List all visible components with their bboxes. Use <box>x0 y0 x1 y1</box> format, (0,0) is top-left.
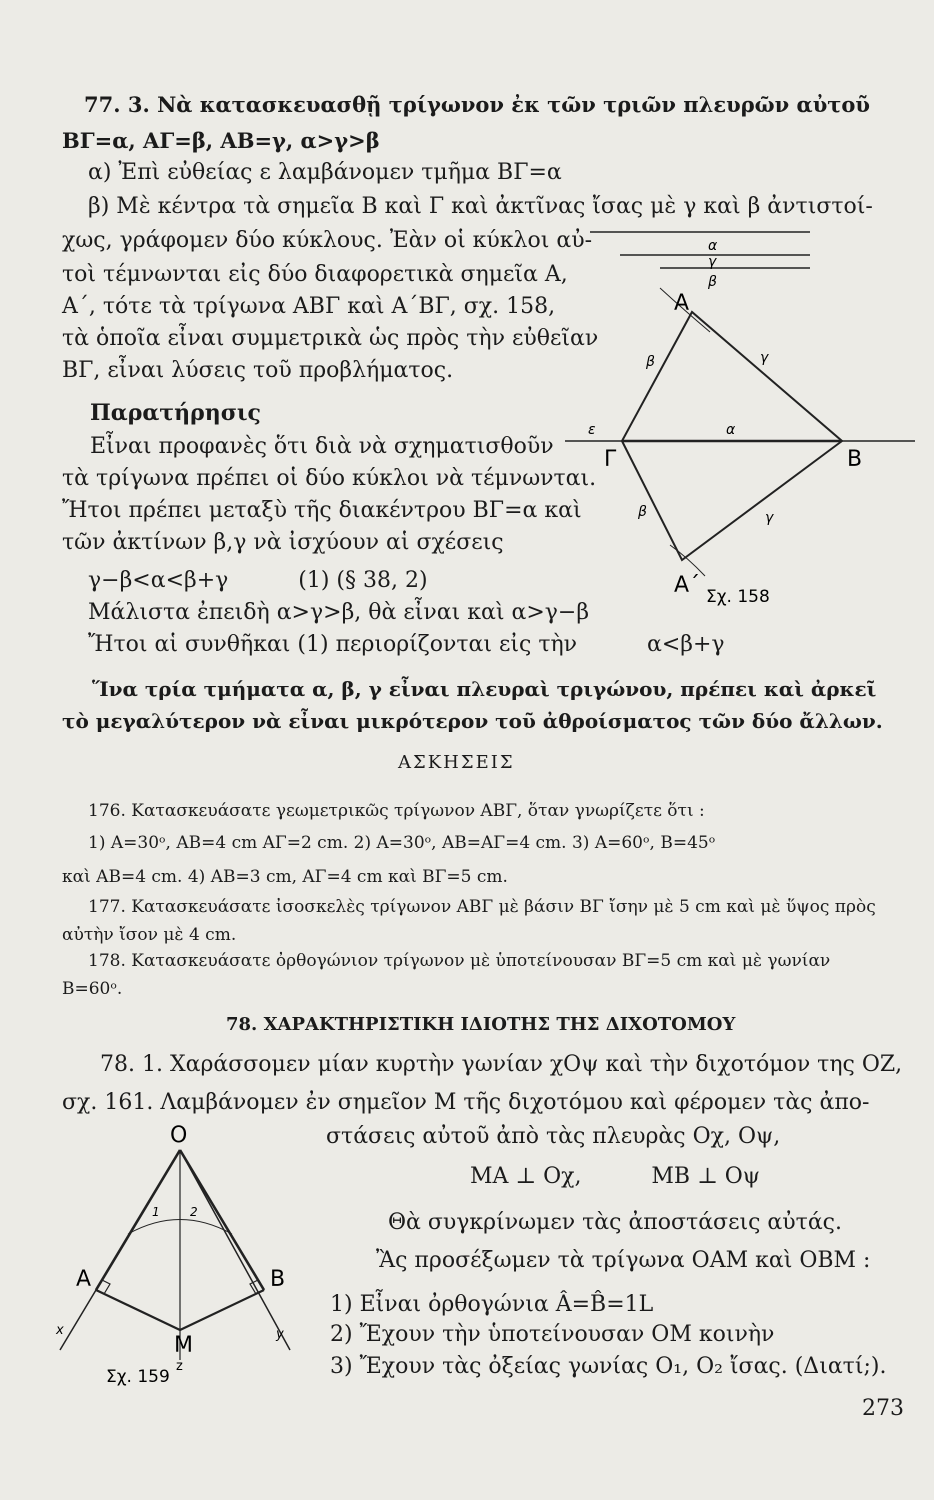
text-line: χως, γράφομεν δύο κύκλους. Ἐὰν οἱ κύκλοι αὐ- <box>62 228 593 253</box>
exercise-line: 178. Κατασκευάσατε ὀρθογώνιον τρίγωνον μὲ ὑποτείνουσαν ΒΓ=5 cm καὶ μὲ γωνίαν <box>88 951 831 971</box>
label-beta: β <box>638 504 647 520</box>
point-A: Α <box>674 291 690 316</box>
exercise-line: Β=60ᵒ. <box>62 979 123 999</box>
label-z: z <box>176 1359 183 1374</box>
exercise-line: 177. Κατασκευάσατε ἰσοσκελὲς τρίγωνον ΑΒΓ μὲ βάσιν ΒΓ ἴσην μὲ 5 cm καὶ μὲ ὕψος πρὸς <box>88 897 876 917</box>
page-number: 273 <box>862 1396 904 1421</box>
label-a-top: α <box>708 238 718 254</box>
remark-line: Ἤτοι αἱ συνθῆκαι (1) περιορίζονται εἰς τὴν α<β+γ <box>88 632 725 657</box>
arc <box>670 545 705 576</box>
label-alpha: α <box>726 422 736 438</box>
label-gamma: γ <box>760 350 769 366</box>
right-angle-mark <box>102 1280 110 1294</box>
label-eps: ε <box>588 422 596 438</box>
text-line: τὰ ὁποῖα εἶναι συμμετρικὰ ὡς πρὸς τὴν εὐθεῖαν <box>62 326 599 351</box>
right-angle-mark <box>250 1280 258 1294</box>
label-beta: β <box>646 354 655 370</box>
remark-line: τῶν ἀκτίνων β,γ νὰ ἰσχύουν αἱ σχέσεις <box>62 530 504 555</box>
point-A: Α <box>76 1267 92 1292</box>
point-A-prime: Α΄ <box>674 573 701 598</box>
text-line: β) Μὲ κέντρα τὰ σημεῖα Β καὶ Γ καὶ ἀκτῖνας ἴσας μὲ γ καὶ β ἀντιστοί- <box>88 194 873 219</box>
text-line: τοὶ τέμνωνται εἰς δύο διαφορετικὰ σημεῖα Α, <box>62 262 568 287</box>
angle-1: 1 <box>152 1205 160 1219</box>
text-line: Θὰ συγκρίνωμεν τὰς ἀποστάσεις αὐτάς. <box>388 1210 842 1235</box>
fig-158-caption: Σχ. 158 <box>706 587 770 607</box>
label-b-top: β <box>708 274 717 290</box>
point-O: Ο <box>170 1123 188 1148</box>
exercise-line: 176. Κατασκευάσατε γεωμετρικῶς τρίγωνον ΑΒΓ, ὅταν γνωρίζετε ὅτι : <box>88 801 705 821</box>
figure-159 <box>40 1120 300 1400</box>
text-line: σχ. 161. Λαμβάνομεν ἐν σημεῖον Μ τῆς διχοτόμου καὶ φέρομεν τὰς ἀπο- <box>62 1090 870 1115</box>
remark-inequality: γ−β<α<β+γ (1) (§ 38, 2) <box>88 568 428 593</box>
conclusion-line: τὸ μεγαλύτερον νὰ εἶναι μικρότερον τοῦ ἀθροίσματος τῶν δύο ἄλλων. <box>62 709 883 733</box>
text-line: 78. 1. Χαράσσομεν μίαν κυρτὴν γωνίαν χΟψ καὶ τὴν διχοτόμον της ΟΖ, <box>100 1052 903 1077</box>
point-B: Β <box>270 1267 286 1292</box>
figure-158 <box>560 220 920 610</box>
angle-2: 2 <box>190 1205 198 1219</box>
fig-159-caption: Σχ. 159 <box>106 1367 170 1387</box>
conclusion-line: Ἵνα τρία τμήματα α, β, γ εἶναι πλευραὶ τριγώνου, πρέπει καὶ ἀρκεῖ <box>92 677 877 701</box>
proof-step: 2) Ἔχουν τὴν ὑποτείνουσαν ΟΜ κοινὴν <box>330 1322 775 1347</box>
text-line: Α΄, τότε τὰ τρίγωνα ΑΒΓ καὶ Α΄ΒΓ, σχ. 158, <box>62 294 556 319</box>
label-g-top: γ <box>708 254 717 270</box>
perpendiculars: ΜΑ ⊥ Οχ, ΜΒ ⊥ Οψ <box>470 1164 761 1189</box>
section-77-heading: 77. 3. Νὰ κατασκευασθῇ τρίγωνον ἐκ τῶν τριῶν πλευρῶν αὐτοῦ <box>84 92 870 117</box>
text-line: ΒΓ, εἶναι λύσεις τοῦ προβλήματος. <box>62 358 454 383</box>
remark-line: Ἤτοι πρέπει μεταξὺ τῆς διακέντρου ΒΓ=α καὶ <box>62 498 582 523</box>
proof-step: 3) Ἔχουν τὰς ὀξείας γωνίας Ο₁, Ο₂ ἴσας. (Διατί;). <box>330 1354 887 1379</box>
remark-title: Παρατήρησις <box>90 400 261 426</box>
exercise-line: αὐτὴν ἴσον μὲ 4 cm. <box>62 925 237 945</box>
exercises-title: ΑΣΚΗΣΕΙΣ <box>398 752 515 773</box>
section-78-title: 78. ΧΑΡΑΚΤΗΡΙΣΤΙΚΗ ΙΔΙΟΤΗΣ ΤΗΣ ΔΙΧΟΤΟΜΟΥ <box>226 1014 736 1035</box>
point-B: Β <box>847 447 863 472</box>
remark-line: Εἶναι προφανὲς ὅτι διὰ νὰ σχηματισθοῦν <box>90 434 554 459</box>
text-line: α) Ἐπὶ εὐθείας ε λαμβάνομεν τμῆμα ΒΓ=α <box>88 160 562 185</box>
section-77-heading-given: ΒΓ=α, ΑΓ=β, ΑΒ=γ, α>γ>β <box>62 128 380 153</box>
label-x: x <box>56 1323 64 1338</box>
label-gamma: γ <box>765 510 774 526</box>
proof-step: 1) Εἶναι ὀρθογώνια Â=B̂=1L <box>330 1292 654 1317</box>
point-M: Μ <box>174 1333 193 1358</box>
remark-line: Μάλιστα ἐπειδὴ α>γ>β, θὰ εἶναι καὶ α>γ−β <box>88 600 590 625</box>
point-G: Γ <box>604 447 617 472</box>
text-line: στάσεις αὐτοῦ ἀπὸ τὰς πλευρὰς Οχ, Οψ, <box>326 1124 781 1149</box>
text-line: Ἂς προσέξωμεν τὰ τρίγωνα ΟΑΜ καὶ ΟΒΜ : <box>376 1248 871 1273</box>
remark-line: τὰ τρίγωνα πρέπει οἱ δύο κύκλοι νὰ τέμνωνται. <box>62 466 597 491</box>
exercise-line: 1) Α=30ᵒ, ΑΒ=4 cm ΑΓ=2 cm. 2) Α=30ᵒ, ΑΒ=ΑΓ=4 cm. 3) Α=60ᵒ, Β=45ᵒ <box>88 833 716 853</box>
segment-MA <box>96 1290 180 1330</box>
exercise-line: καὶ ΑΒ=4 cm. 4) ΑΒ=3 cm, ΑΓ=4 cm καὶ ΒΓ=5 cm. <box>62 867 508 887</box>
label-y: y <box>276 1327 284 1342</box>
segment-MB <box>180 1290 264 1330</box>
